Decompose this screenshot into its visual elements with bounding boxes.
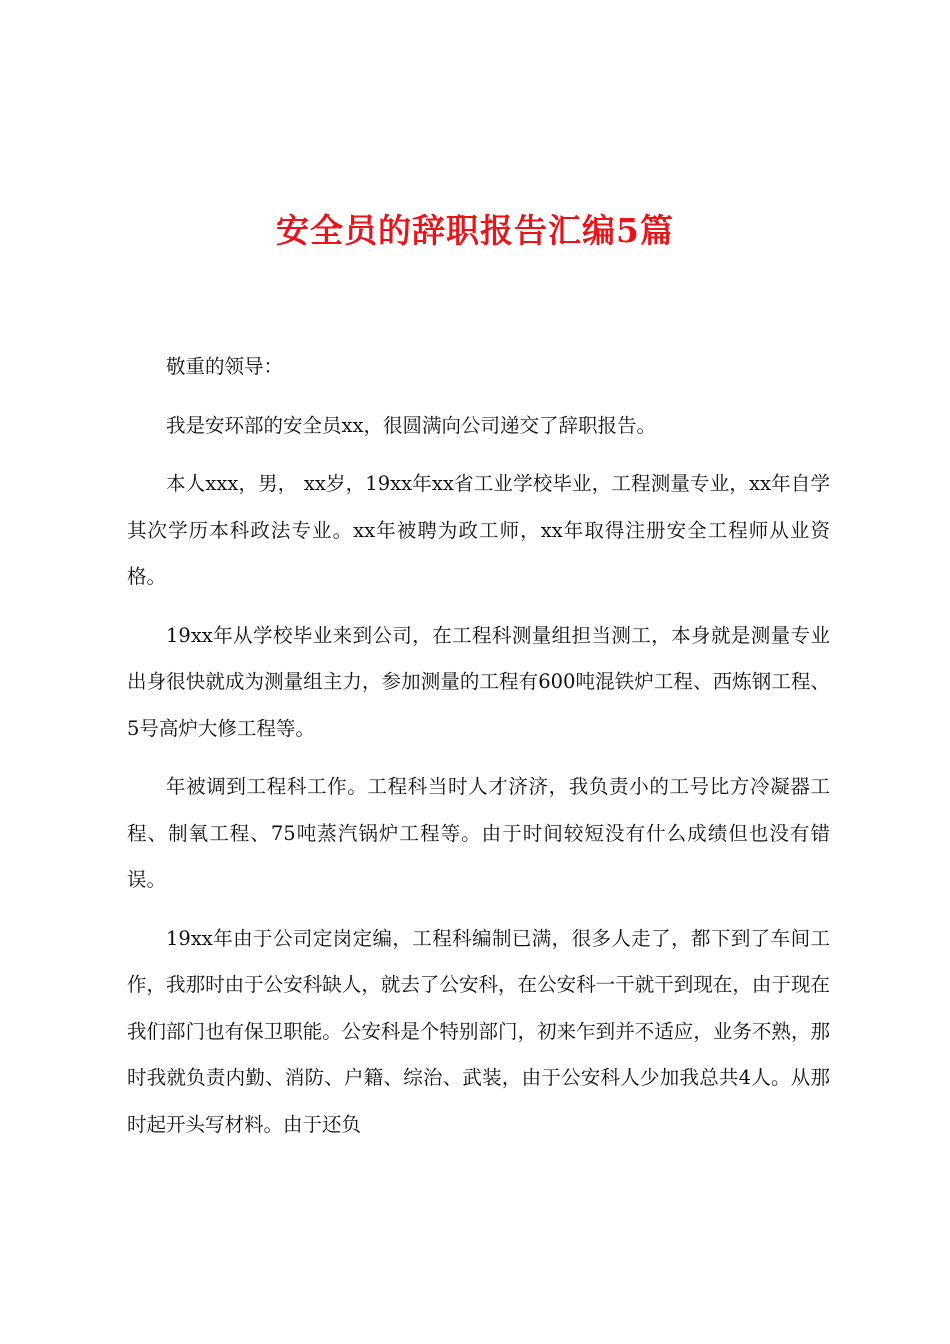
paragraph-salutation: 敬重的领导： — [166, 355, 284, 378]
paragraph-intro: 我是安环部的安全员xx，很圆满向公司递交了辞职报告。 — [166, 413, 656, 437]
document-title: 安全员的辞职报告汇编5篇 — [276, 211, 674, 250]
document-body — [127, 344, 830, 1160]
paragraph-security-section: 19xx年由于公司定岗定编，工程科编制已满，很多人走了，都下到了车间工作，我那时由于公安科缺人，就去了公安科，在公安科一干就干到现在，由于现在我们部门也有保卫职能。公安科是个特别部门，初来乍到并不适应，业务不熟，那时我就负责内勤、消防、户籍、综治、武装，由于公安科人少加我总共4人。从那时起开头写材料。由于还负 — [127, 926, 830, 1136]
paragraph-background: 本人xxx，男， xx岁，19xx年xx省工业学校毕业，工程测量专业，xx年自学其次学历本科政法专业。xx年被聘为政工师，xx年取得注册安全工程师从业资格。 — [127, 472, 830, 588]
paragraph-engineering-section: 年被调到工程科工作。工程科当时人才济济，我负责小的工号比方冷凝器工程、制氧工程、75吨蒸汽锅炉工程等。由于时间较短没有什么成绩但也没有错误。 — [127, 775, 830, 891]
paragraph-survey-work: 19xx年从学校毕业来到公司，在工程科测量组担当测工，本身就是测量专业出身很快就成为测量组主力，参加测量的工程有600吨混铁炉工程、西炼钢工程、5号高炉大修工程等。 — [127, 623, 830, 740]
